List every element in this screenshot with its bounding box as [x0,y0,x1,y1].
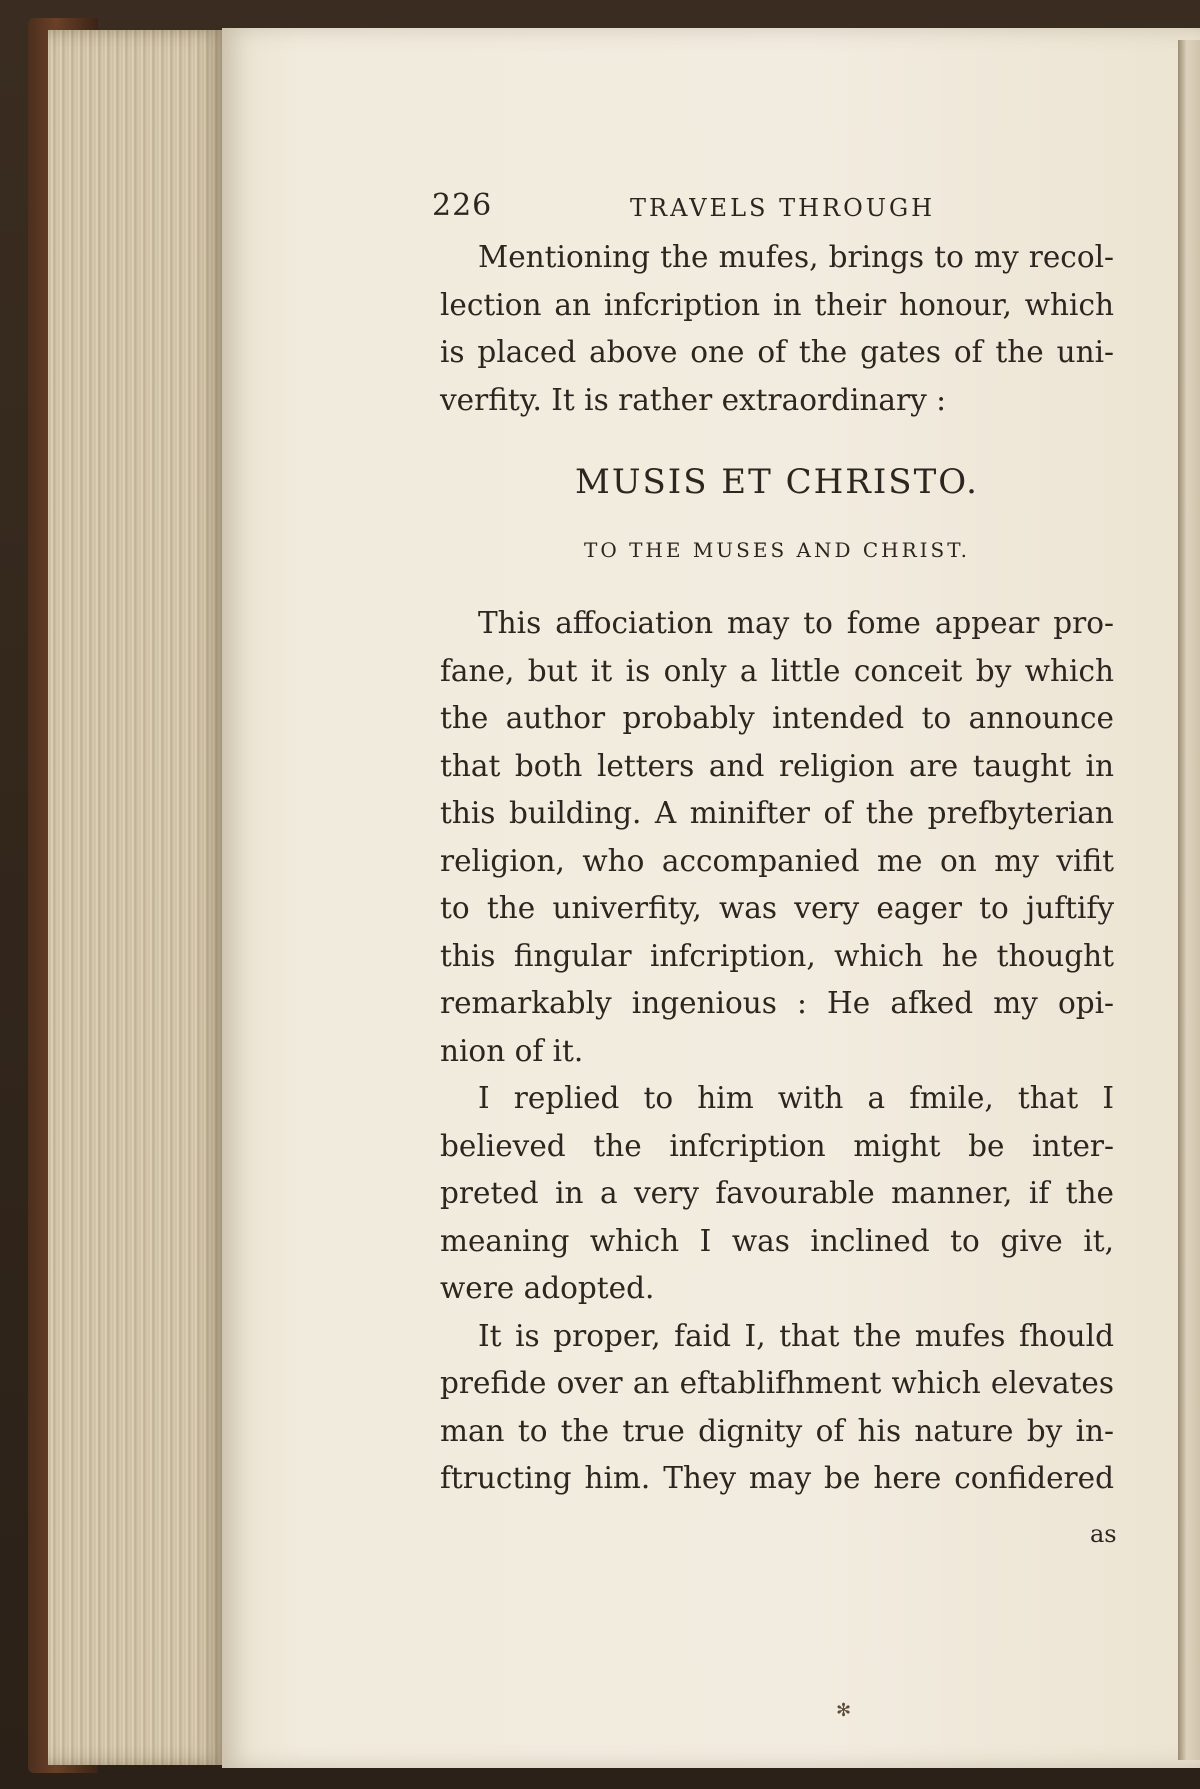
text-line: believed the infcription might be inter- [440,1128,1114,1163]
next-page-edge [1178,40,1200,1760]
text-line: This affociation may to fome appear pro- [478,606,1114,640]
text-line: that both letters and religion are taught in [440,748,1114,783]
text-line: verfity. It is rather extraordinary : [440,382,947,417]
text-line: meaning which I was inclined to give it, [440,1223,1114,1258]
running-title: TRAVELS THROUGH [630,194,936,222]
text-line: man to the true dignity of his nature by in- [440,1413,1114,1448]
text-line: preted in a very favourable manner, if the [440,1176,1114,1210]
text-line: prefide over an eftablifhment which elevates [440,1366,1114,1400]
text-line: I replied to him with a fmile, that I [478,1081,1114,1115]
inscription: MUSIS ET CHRISTO. [575,462,979,502]
text-line: nion of it. [440,1033,584,1068]
catchword: as [1090,1520,1117,1548]
running-head [432,180,1114,234]
text-line: It is proper, faid I, that the mufes fhould [478,1318,1114,1353]
paragraph-4 [440,1313,1114,1503]
paragraph-2 [440,600,1114,1075]
text-line: Mentioning the mufes, brings to my recol- [478,240,1114,274]
paragraph-3 [440,1075,1114,1313]
text-line: this fingular infcription, which he thought [440,938,1114,973]
text-line: remarkably ingenious : He afked my opi- [440,986,1114,1020]
text-line: the author probably intended to announce [440,701,1114,735]
paragraph-1 [440,234,1114,424]
text-line: lection an infcription in their honour, which [440,287,1114,322]
text-line: were adopted. [440,1271,655,1305]
text-line: ftructing him. They may be here confidered [440,1461,1114,1495]
text-line: this building. A minifter of the prefbyterian [440,796,1114,830]
page-text [432,180,1114,1503]
page-edges [48,30,228,1765]
inscription-translation: TO THE MUSES AND CHRIST. [583,538,971,562]
text-line: religion, who accompanied me on my vifit [440,843,1114,878]
text-line: fane, but it is only a little conceit by which [440,653,1114,688]
text-line: is placed above one of the gates of the uni- [440,335,1114,369]
page-number: 226 [432,188,493,223]
text-line: to the univerfity, was very eager to juftify [440,891,1114,925]
printer-ornament-icon: ✻ [836,1700,852,1721]
